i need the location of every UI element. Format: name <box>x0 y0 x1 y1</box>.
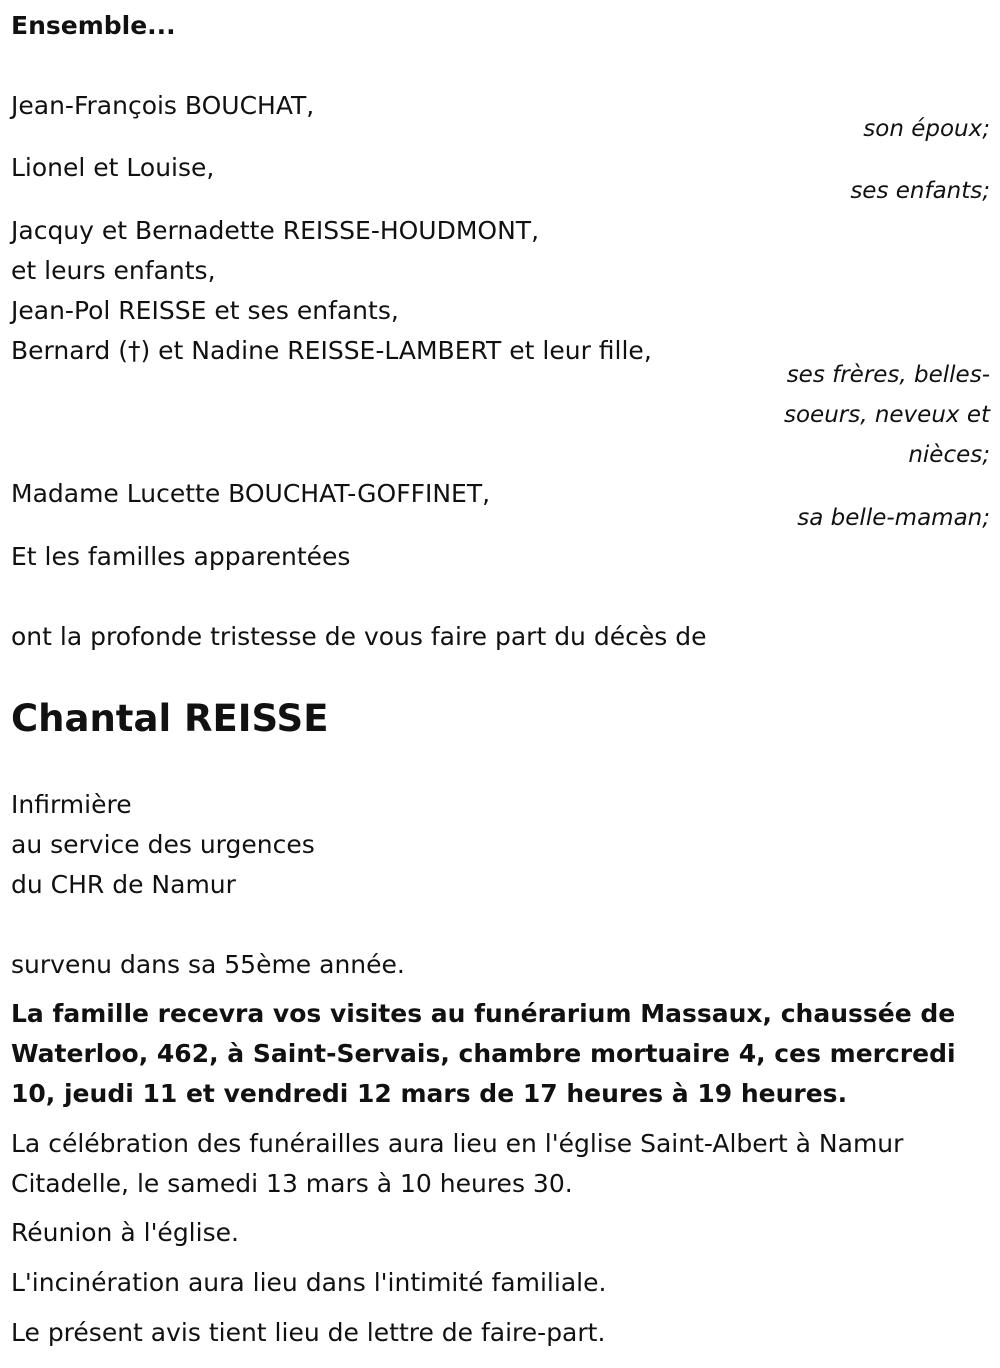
visits-info: La famille recevra vos visites au funérarium Massaux, chaussée de Waterloo, 462, à Saint-Servais, chambre mortuaire 4, ces mercredi 10, jeudi 11 et vendredi 12 mars de 17 heures à 19 heures. <box>11 999 956 1108</box>
opening-heading: Ensemble... <box>11 11 176 40</box>
family-member-sibling-line: Bernard (†) et Nadine REISSE-LAMBERT et leur fille, <box>11 336 652 365</box>
family-member-sibling-line: Jean-Pol REISSE et ses enfants, <box>11 296 399 325</box>
occupation-line: du CHR de Namur <box>11 870 236 899</box>
deceased-name: Chantal REISSE <box>11 697 329 740</box>
occupation-line: Infirmière <box>11 790 132 819</box>
role-siblings-line: ses frères, belles- <box>786 362 990 388</box>
celebration-info: La célébration des funérailles aura lieu en l'église Saint-Albert à Namur Citadelle, le samedi 13 mars à 10 heures 30. <box>11 1129 904 1198</box>
occupation-line: au service des urgences <box>11 830 315 859</box>
family-member-children: Lionel et Louise, <box>11 153 215 182</box>
incineration-info: L'incinération aura lieu dans l'intimité familiale. <box>11 1268 607 1297</box>
role-siblings-line: nièces; <box>908 442 990 468</box>
family-related: Et les familles apparentées <box>11 542 351 571</box>
age-line: survenu dans sa 55ème année. <box>11 950 405 979</box>
family-member-mother-in-law: Madame Lucette BOUCHAT-GOFFINET, <box>11 479 491 508</box>
role-children: ses enfants; <box>850 178 990 204</box>
announcement-text: ont la profonde tristesse de vous faire part du décès de <box>11 622 707 651</box>
family-member-sibling-line: Jacquy et Bernadette REISSE-HOUDMONT, <box>11 216 540 245</box>
role-spouse: son époux; <box>863 116 990 142</box>
reunion-info: Réunion à l'église. <box>11 1218 239 1247</box>
role-siblings-line: soeurs, neveux et <box>783 402 990 428</box>
notice-text: Le présent avis tient lieu de lettre de faire-part. <box>11 1318 606 1347</box>
family-member-sibling-line: et leurs enfants, <box>11 256 216 285</box>
family-member-spouse: Jean-François BOUCHAT, <box>11 91 315 120</box>
role-mother-in-law: sa belle-maman; <box>797 505 990 531</box>
